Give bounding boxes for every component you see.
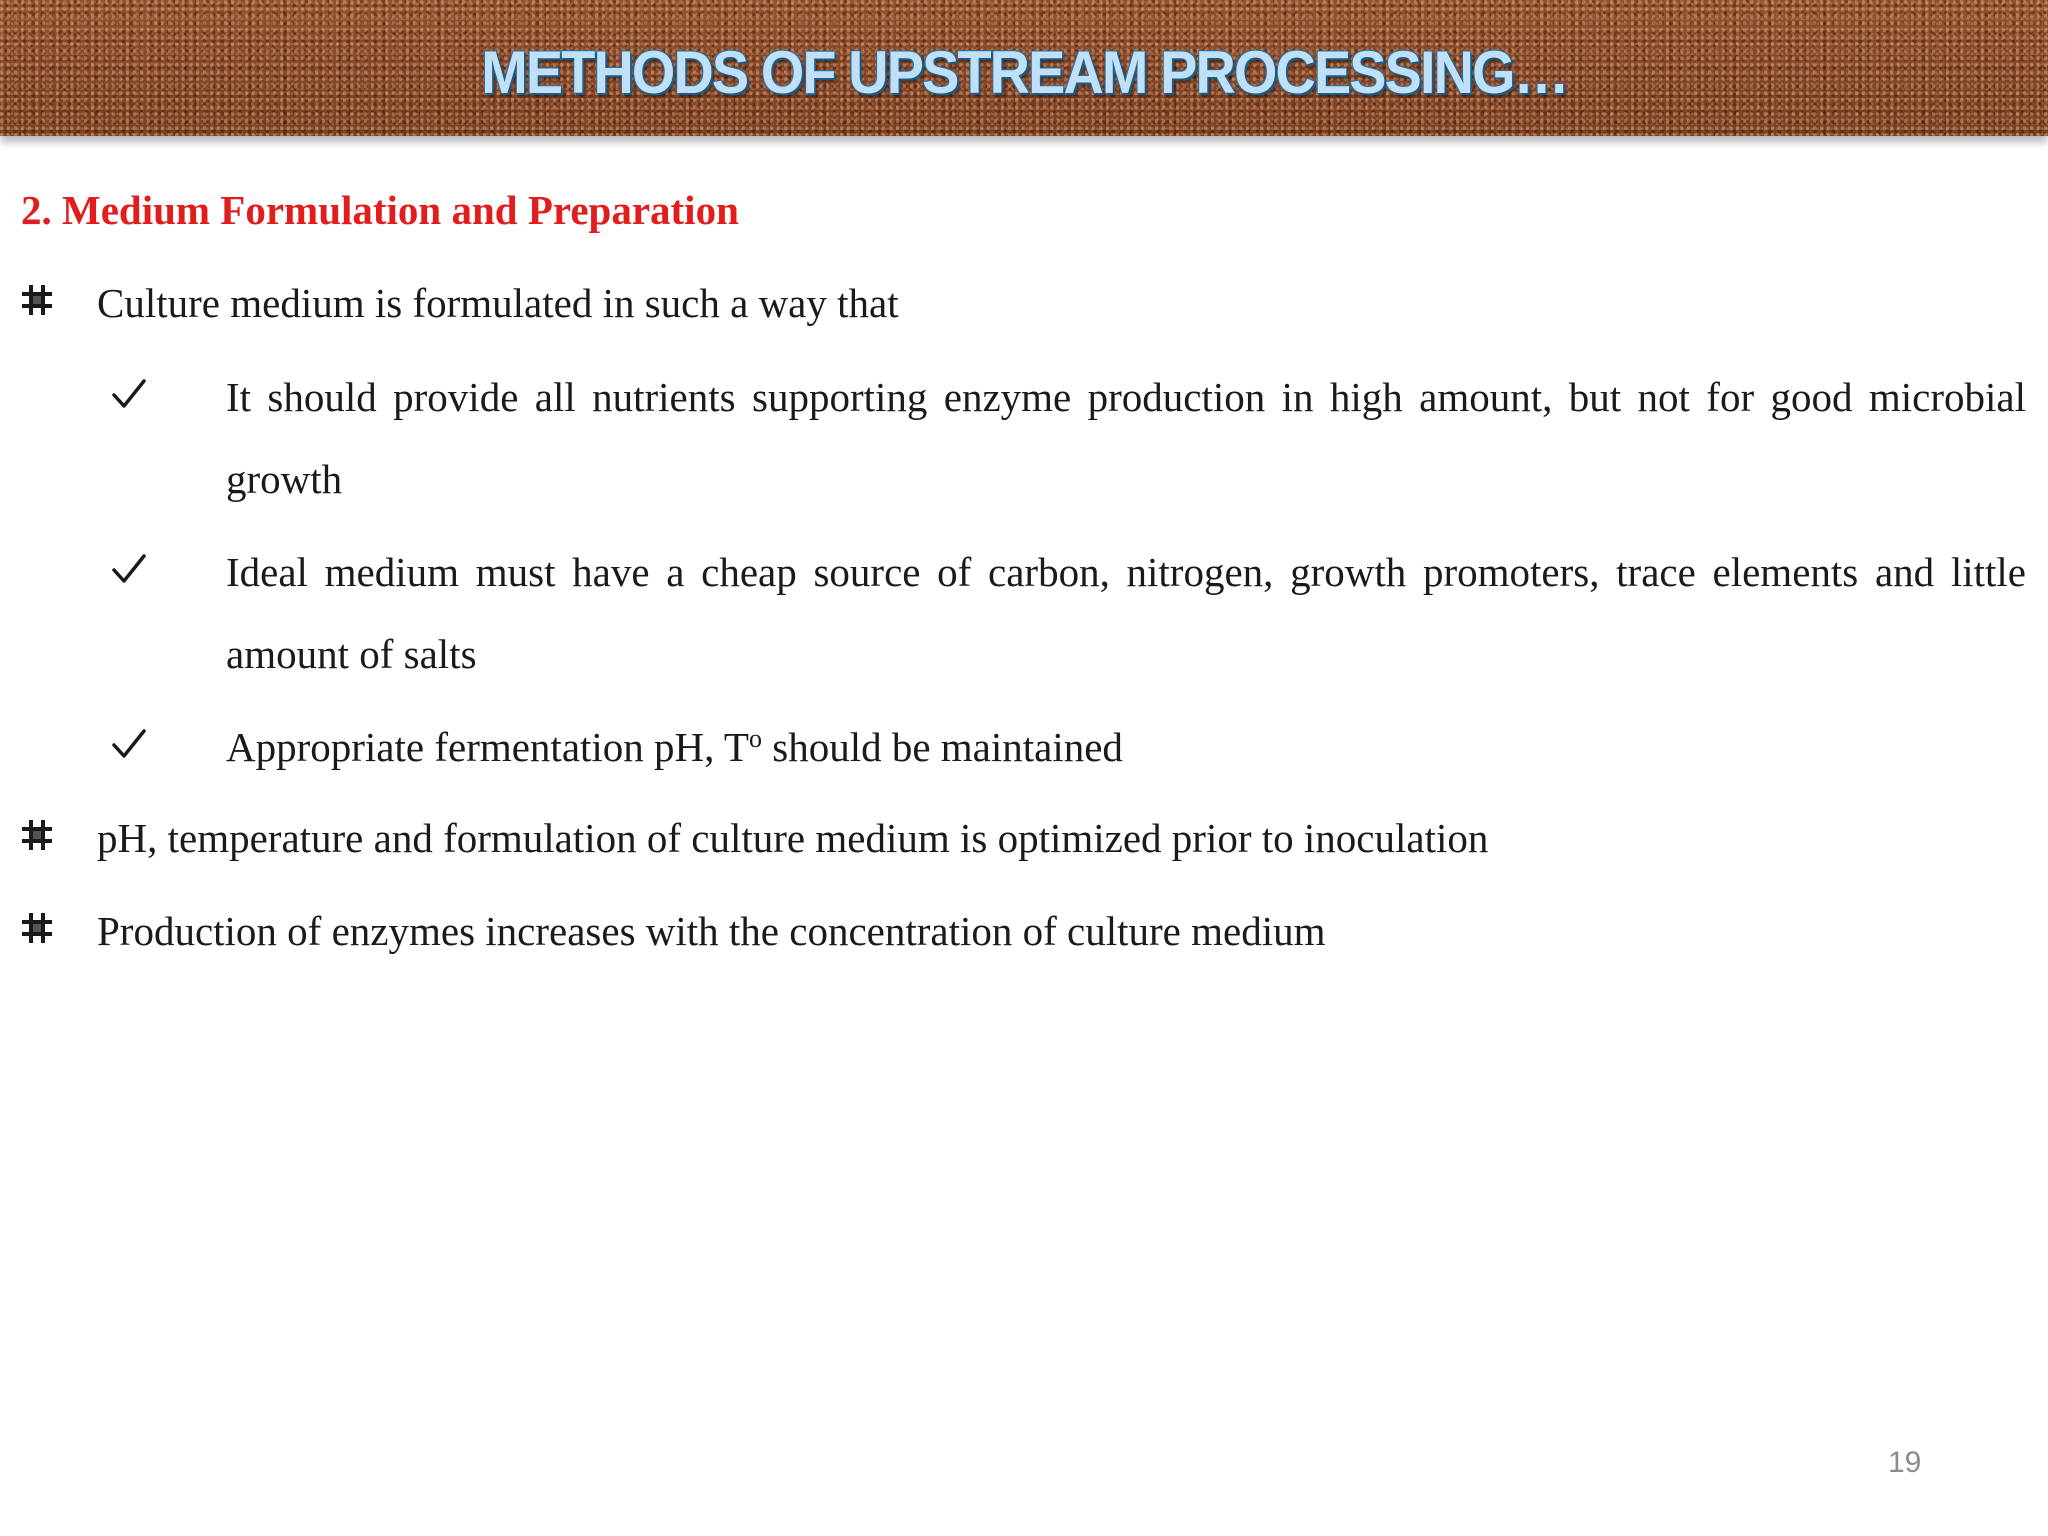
slide-title: METHODS OF UPSTREAM PROCESSING… [481, 39, 1568, 106]
bullet-text: pH, temperature and formulation of culture medium is optimized prior to inoculation [97, 815, 1489, 861]
page-number: 19 [1888, 1446, 1922, 1479]
hash-bullet-icon [21, 912, 53, 944]
section-heading: 2. Medium Formulation and Preparation [21, 187, 739, 233]
hash-bullet-icon [21, 819, 53, 851]
checkmark-icon [112, 378, 146, 410]
sub-point-text [226, 706, 2026, 788]
bullet-text: Culture medium is formulated in such a way that [97, 280, 899, 326]
sub-point-text-end: should be maintained [761, 724, 1123, 770]
bullet-text: Production of enzymes increases with the concentration of culture medium [97, 908, 1326, 954]
sub-point-text-start: Appropriate fermentation pH, T [226, 724, 749, 770]
sub-point-text: It should provide all nutrients supporting enzyme production in high amount, but not for good microbial growth [226, 374, 2026, 502]
checkmark-icon [112, 553, 146, 585]
hash-bullet-icon [21, 284, 53, 316]
checkmark-icon [112, 728, 146, 760]
degree-superscript: o [748, 724, 762, 753]
sub-point-text: Ideal medium must have a cheap source of carbon, nitrogen, growth promoters, trace elements and little amount of salts [226, 549, 2026, 677]
